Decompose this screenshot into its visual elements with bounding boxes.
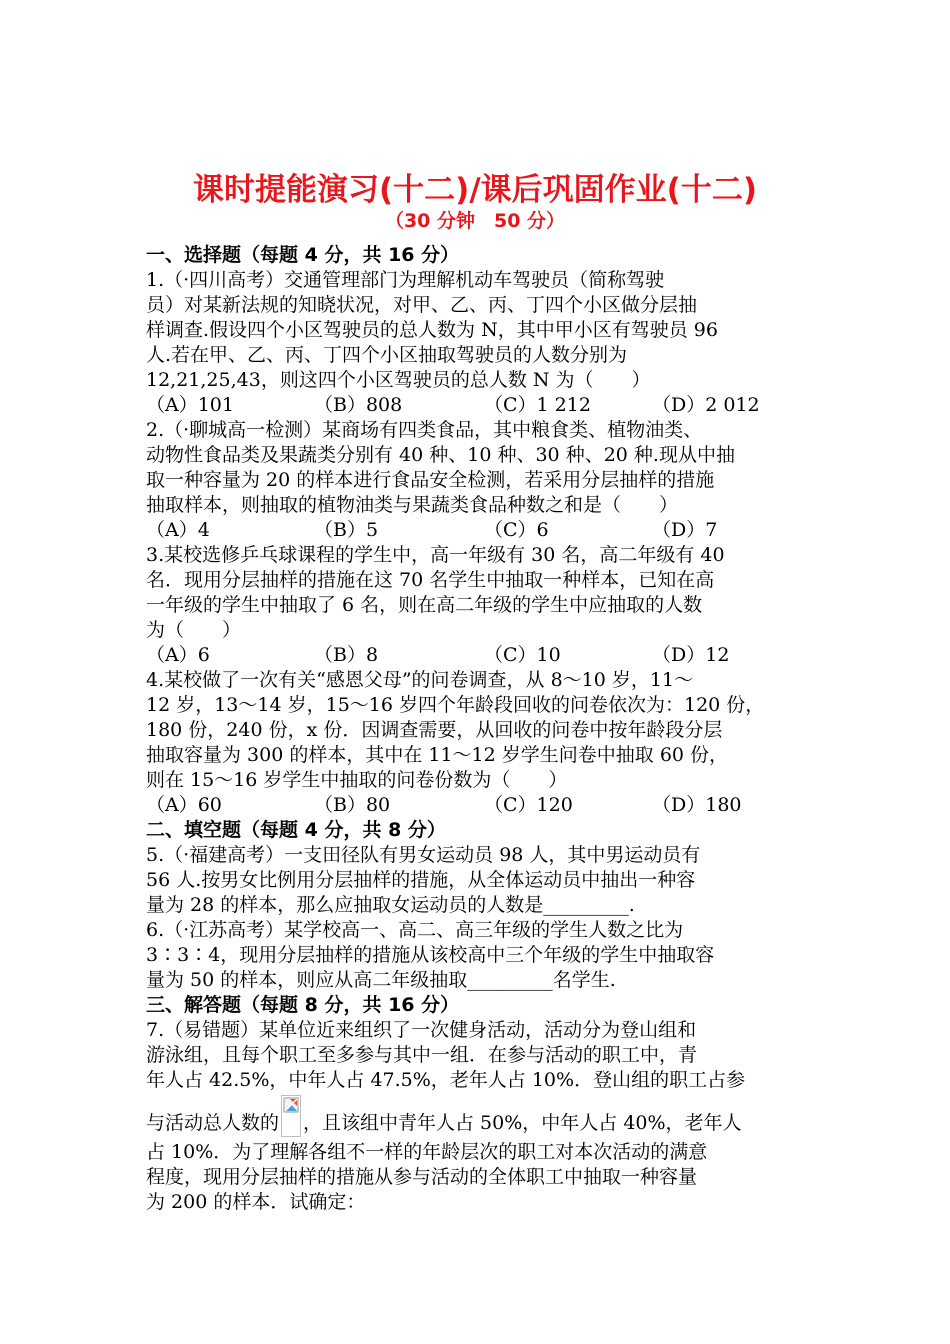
question-2-line: 取一种容量为 20 的样本进行食品安全检测，若采用分层抽样的措施: [146, 469, 715, 491]
option-a: （A）60: [146, 794, 222, 816]
broken-image-icon: [281, 1095, 301, 1137]
question-3-line: 为（ ）: [146, 619, 242, 641]
question-6-line: 3∶3∶4，现用分层抽样的措施从该校高中三个年级的学生中抽取容: [146, 944, 715, 966]
question-6-line: 量为 50 的样本，则应从高二年级抽取_________名学生.: [146, 969, 616, 991]
option-c: （C）120: [484, 794, 573, 816]
question-7-line: 7.（易错题）某单位近来组织了一次健身活动，活动分为登山组和: [146, 1019, 697, 1041]
question-4-line: 180 份，240 份，x 份．因调查需要，从回收的问卷中按年龄段分层: [146, 719, 723, 741]
question-7-line: 年人占 42.5%，中年人占 47.5%，老年人占 10%．登山组的职工占参: [146, 1069, 746, 1091]
question-2-line: 2.（·聊城高一检测）某商场有四类食品，其中粮食类、植物油类、: [146, 419, 703, 441]
question-2-line: 抽取样本，则抽取的植物油类与果蔬类食品种数之和是（ ）: [146, 494, 679, 516]
question-1-line: 样调查.假设四个小区驾驶员的总人数为 N，其中甲小区有驾驶员 96: [146, 319, 718, 341]
page-title: 课时提能演习(十二)/课后巩固作业(十二): [193, 172, 757, 208]
question-7-line: 占 10%．为了理解各组不一样的年龄层次的职工对本次活动的满意: [146, 1141, 708, 1163]
section-heading-fill: 二、填空题（每题 4 分，共 8 分）: [146, 819, 446, 841]
option-a: （A）101: [146, 394, 234, 416]
option-b: （B）8: [314, 644, 379, 666]
question-7-line: 游泳组，且每个职工至多参与其中一组．在参与活动的职工中，青: [146, 1044, 698, 1066]
option-c: （C）1 212: [484, 394, 591, 416]
option-c: （C）10: [484, 644, 561, 666]
question-3-line: 一年级的学生中抽取了 6 名，则在高二年级的学生中应抽取的人数: [146, 594, 703, 616]
question-3-line: 名．现用分层抽样的措施在这 70 名学生中抽取一种样本，已知在高: [146, 569, 715, 591]
question-1-options: [146, 393, 826, 417]
page-subtitle: （30 分钟 50 分）: [384, 210, 566, 232]
question-7-text: 与活动总人数的: [146, 1112, 280, 1134]
question-7-line: [146, 1103, 742, 1145]
question-3-options: [146, 643, 826, 667]
option-a: （A）6: [146, 644, 210, 666]
option-b: （B）5: [314, 519, 379, 541]
question-2-options: [146, 518, 826, 542]
question-4-line: 则在 15～16 岁学生中抽取的问卷份数为（ ）: [146, 769, 568, 791]
question-4-line: 4.某校做了一次有关“感恩父母”的问卷调查，从 8～10 岁，11～: [146, 669, 694, 691]
question-1-line: 员）对某新法规的知晓状况，对甲、乙、丙、丁四个小区做分层抽: [146, 294, 698, 316]
question-5-line: 56 人.按男女比例用分层抽样的措施，从全体运动员中抽出一种容: [146, 869, 696, 891]
question-5-line: 量为 28 的样本，那么应抽取女运动员的人数是_________.: [146, 894, 635, 916]
option-b: （B）80: [314, 794, 391, 816]
question-2-line: 动物性食品类及果蔬类分别有 40 种、10 种、30 种、20 种.现从中抽: [146, 444, 735, 466]
question-7-line: 为 200 的样本．试确定：: [146, 1191, 366, 1213]
question-5-line: 5.（·福建高考）一支田径队有男女运动员 98 人，其中男运动员有: [146, 844, 701, 866]
question-3-line: 3.某校选修乒乓球课程的学生中，高一年级有 30 名，高二年级有 40: [146, 544, 725, 566]
question-1-line: 1.（·四川高考）交通管理部门为理解机动车驾驶员（简称驾驶: [146, 269, 665, 291]
question-1-line: 12,21,25,43，则这四个小区驾驶员的总人数 N 为（ ）: [146, 369, 651, 391]
question-6-line: 6.（·江苏高考）某学校高一、高二、高三年级的学生人数之比为: [146, 919, 684, 941]
question-4-line: 抽取容量为 300 的样本，其中在 11～12 岁学生问卷中抽取 60 份，: [146, 744, 729, 766]
option-d: （D）180: [652, 794, 742, 816]
section-heading-choice: 一、选择题（每题 4 分，共 16 分）: [146, 244, 460, 266]
option-b: （B）808: [314, 394, 403, 416]
section-heading-solve: 三、解答题（每题 8 分，共 16 分）: [146, 994, 460, 1016]
question-4-options: [146, 793, 826, 817]
option-d: （D）7: [652, 519, 718, 541]
question-4-line: 12 岁，13～14 岁，15～16 岁四个年龄段回收的问卷依次为：120 份，: [146, 694, 765, 716]
option-d: （D）12: [652, 644, 730, 666]
option-c: （C）6: [484, 519, 549, 541]
question-7-text: ，且该组中青年人占 50%，中年人占 40%，老年人: [303, 1112, 742, 1134]
option-a: （A）4: [146, 519, 210, 541]
option-d: （D）2 012: [652, 394, 760, 416]
question-7-line: 程度，现用分层抽样的措施从参与活动的全体职工中抽取一种容量: [146, 1166, 698, 1188]
question-1-line: 人.若在甲、乙、丙、丁四个小区抽取驾驶员的人数分别为: [146, 344, 628, 366]
